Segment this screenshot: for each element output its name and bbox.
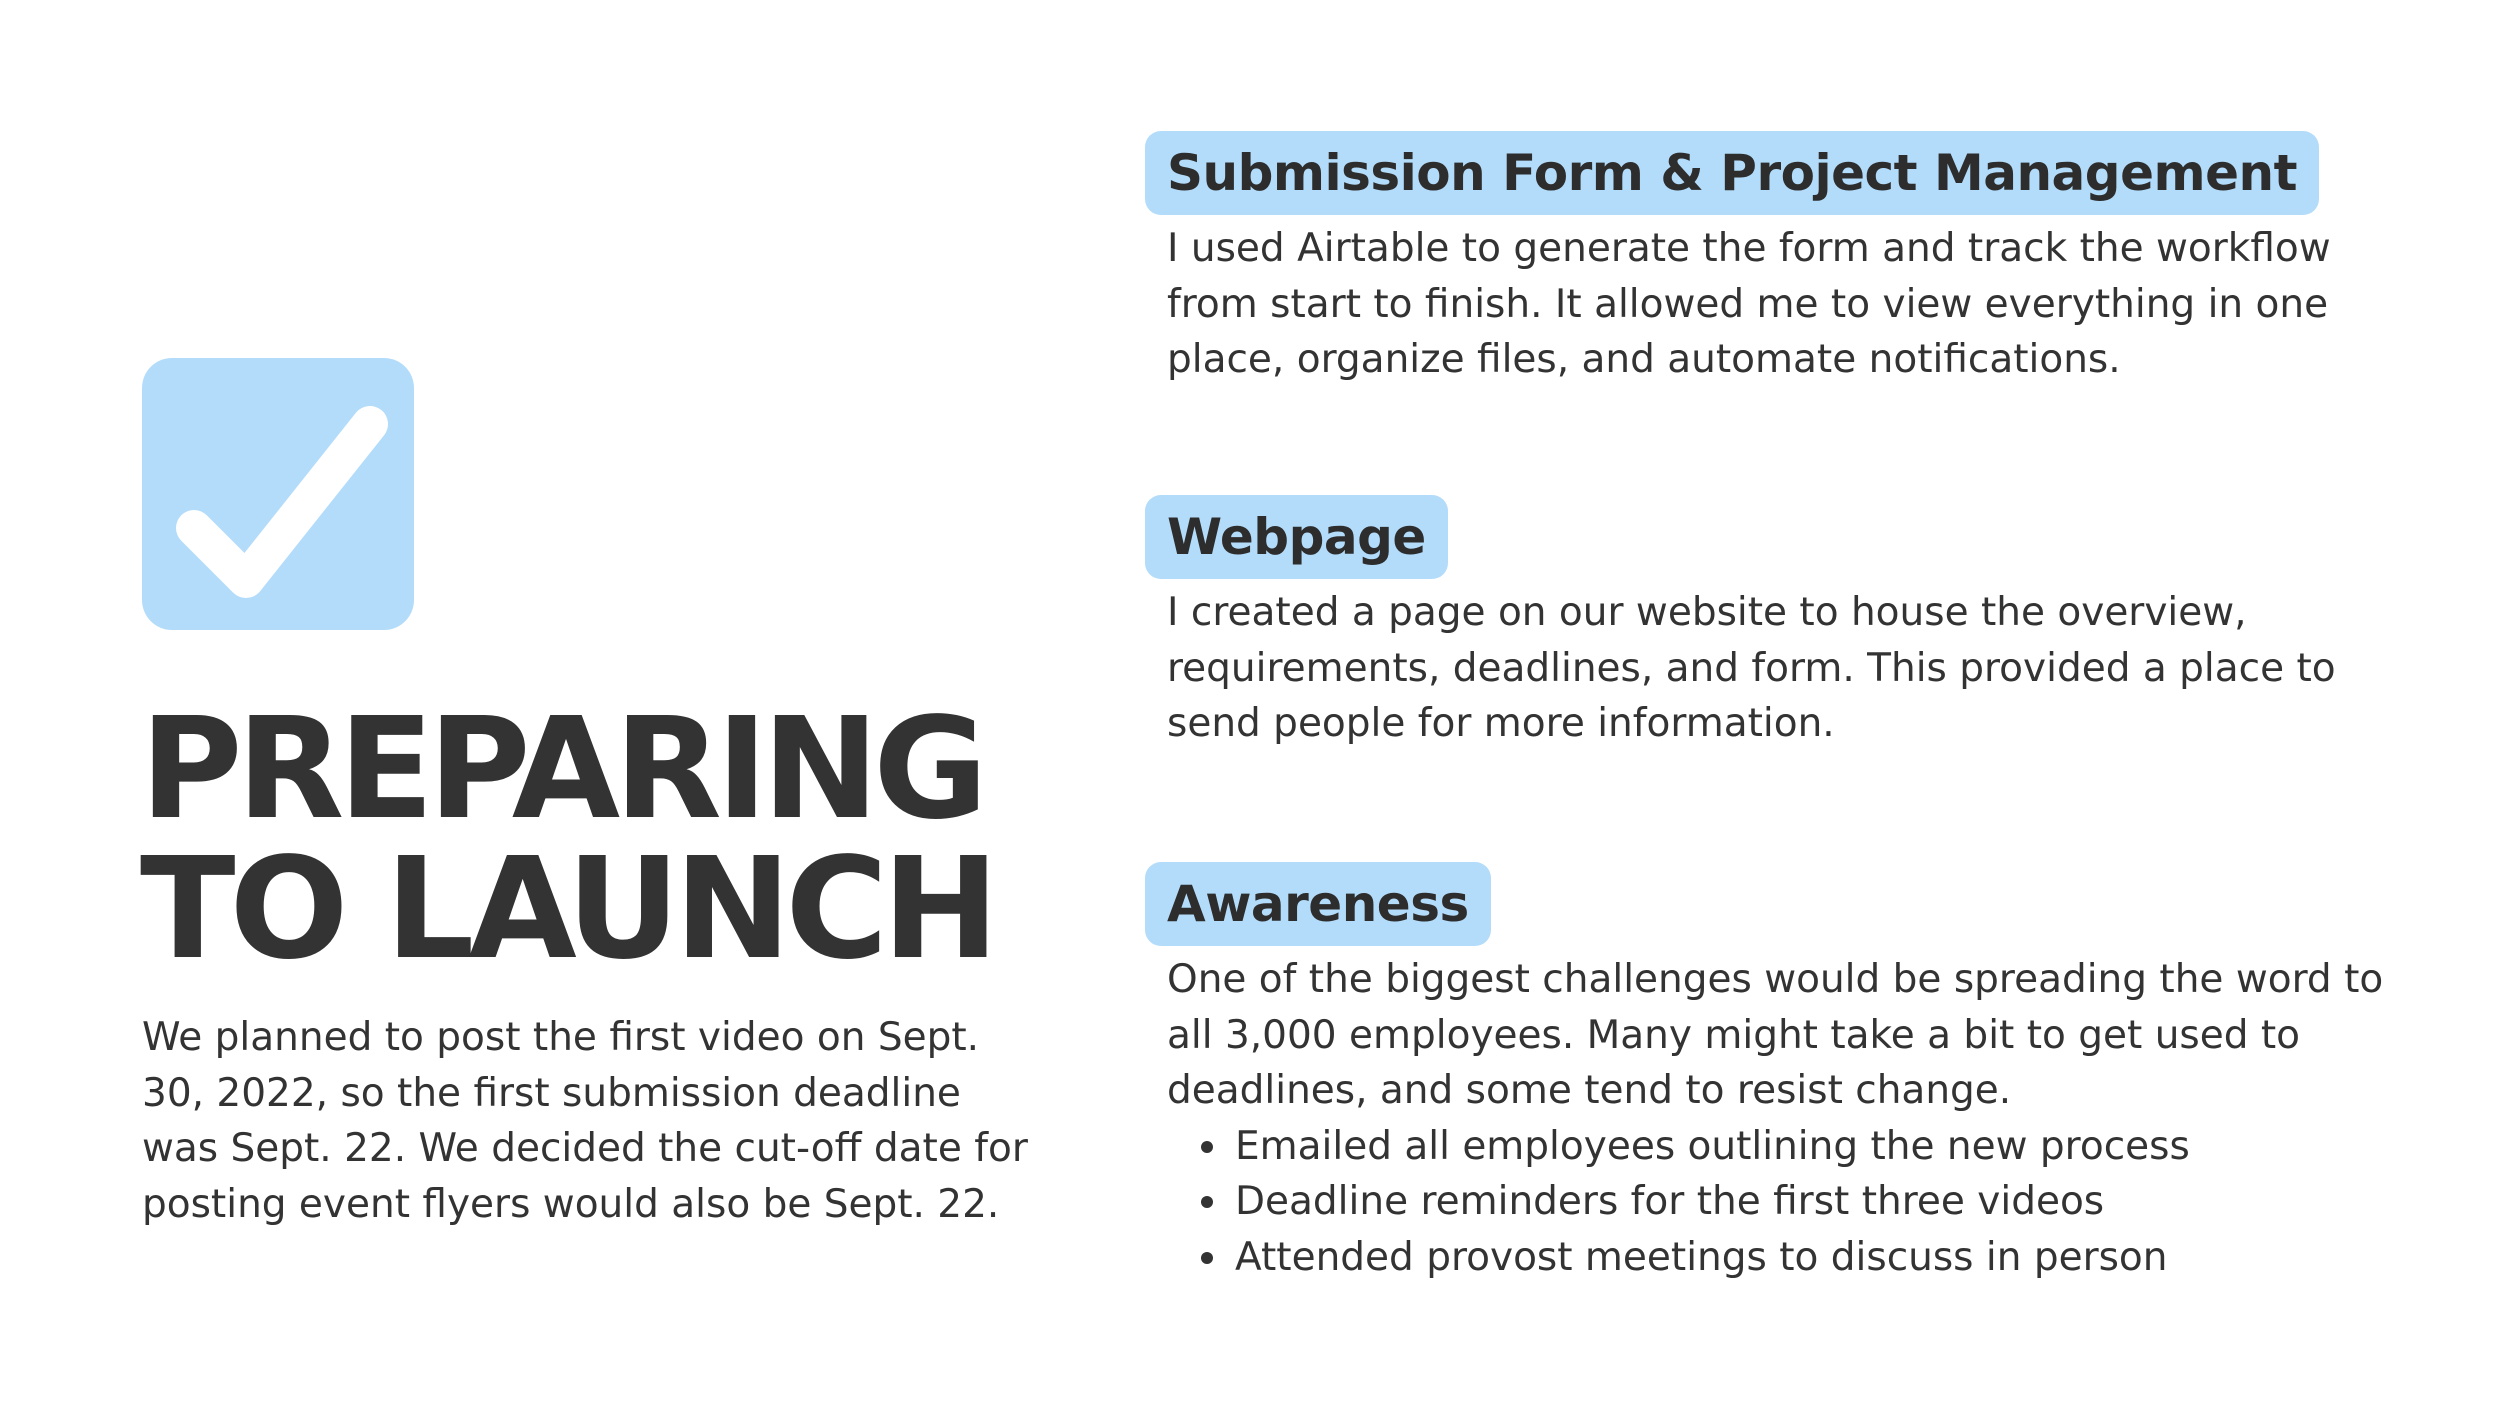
section-body: I created a page on our website to house the overview, requirements, deadlines, and form. This provided a place to send people for more information. (1167, 590, 2336, 746)
bullet-text: Emailed all employees outlining the new process (1235, 1123, 2190, 1169)
bullet-text: Attended provost meetings to discuss in person (1235, 1234, 2168, 1280)
checkbox-icon (142, 358, 414, 630)
bullet-icon (1201, 1252, 1213, 1264)
page-title (140, 688, 994, 991)
bullet-text: Deadline reminders for the first three videos (1235, 1179, 2105, 1224)
section-heading: Submission Form & Project Management (1145, 131, 2319, 215)
section-body: One of the biggest challenges would be spreading the word to all 3,000 employees. Many might take a bit to get used to deadlines, and some tend to resist change. (1167, 957, 2384, 1113)
section-webpage (1145, 495, 2445, 752)
bullet-item (1167, 1119, 2397, 1175)
bullet-icon (1201, 1141, 1213, 1153)
bullet-item (1167, 1230, 2397, 1286)
section-submission-form (1145, 131, 2445, 388)
page-title-line-1: PREPARING (140, 688, 983, 851)
section-heading: Awareness (1145, 862, 1491, 946)
section-body: I used Airtable to generate the form and track the workflow from start to finish. It allowed me to view everything in one place, organize files, and automate notifications. (1167, 226, 2331, 382)
bullet-item (1167, 1174, 2397, 1230)
intro-paragraph: We planned to post the first video on Sept. 30, 2022, so the first submission deadline was Sept. 22. We decided the cut-off date for posting event flyers would also be Sept. 22. (142, 1015, 1028, 1227)
bullet-icon (1201, 1196, 1213, 1208)
section-awareness (1145, 862, 2445, 1285)
bullet-list (1167, 1119, 2397, 1286)
checkmark-icon (142, 358, 414, 630)
section-heading: Webpage (1145, 495, 1448, 579)
page-title-line-2: TO LAUNCH (140, 828, 994, 991)
